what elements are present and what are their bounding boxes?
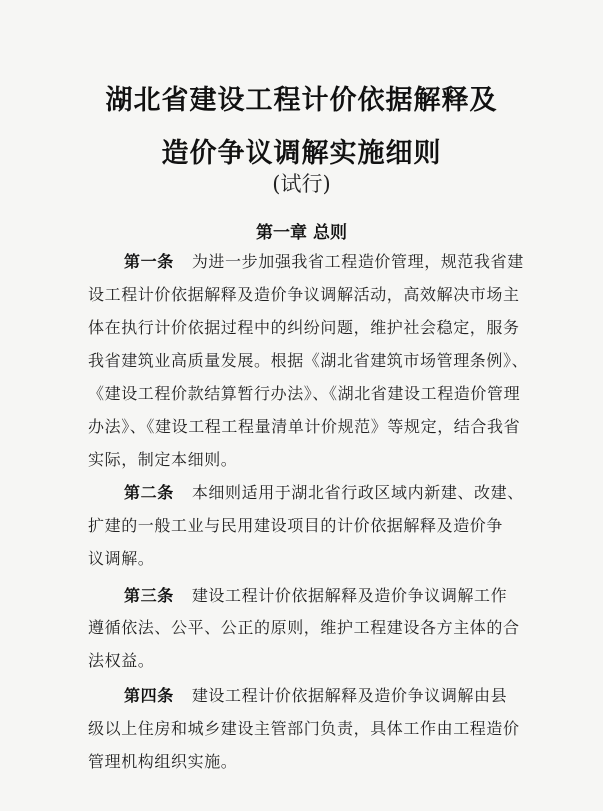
article-4-line-3: 管理机构组织实施。	[88, 752, 238, 771]
article-3-line-2: 遵循依法、公平、公正的原则，维护工程建设各方主体的合	[88, 618, 520, 637]
article-4-label: 第四条	[124, 686, 174, 705]
article-4-text-1: 建设工程计价依据解释及造价争议调解由县	[191, 686, 508, 705]
article-2-text-1: 本细则适用于湖北省行政区域内新建、改建、	[191, 483, 524, 502]
article-1-line-1	[124, 252, 524, 272]
article-4-line-2: 级以上住房和城乡建设主管部门负责，具体工作由工程造价	[88, 719, 520, 738]
article-1-label: 第一条	[124, 252, 174, 271]
document-title-line-1: 湖北省建设工程计价依据解释及	[105, 85, 498, 116]
article-2-line-3: 议调解。	[88, 549, 155, 568]
article-3-line-3: 法权益。	[88, 651, 155, 670]
article-2-label: 第二条	[124, 483, 174, 502]
article-1-line-2: 设工程计价依据解释及造价争议调解活动，高效解决市场主	[88, 285, 520, 304]
chapter-heading: 第一章 总则	[256, 223, 347, 243]
article-1-line-3: 体在执行计价依据过程中的纠纷问题，维护社会稳定，服务	[88, 318, 520, 337]
article-2-line-1	[124, 483, 524, 503]
article-1-line-7: 实际，制定本细则。	[88, 450, 238, 469]
article-2-line-2: 扩建的一般工业与民用建设项目的计价依据解释及造价争	[88, 516, 504, 535]
article-3-label: 第三条	[124, 586, 174, 605]
document-subtitle: (试行)	[272, 172, 331, 196]
article-3-text-1: 建设工程计价依据解释及造价争议调解工作	[191, 586, 508, 605]
article-1-text-1: 为进一步加强我省工程造价管理，规范我省建	[191, 252, 524, 271]
document-title-line-2: 造价争议调解实施细则	[161, 138, 442, 169]
article-1-line-5: 《建设工程价款结算暂行办法》、《湖北省建设工程造价管理	[88, 384, 521, 403]
article-4-line-1	[124, 686, 518, 706]
article-1-line-6: 办法》、《建设工程工程量清单计价规范》等规定，结合我省	[88, 417, 521, 436]
article-3-line-1	[124, 586, 518, 606]
article-1-line-4: 我省建筑业高质量发展。根据《湖北省建筑市场管理条例》、	[88, 351, 529, 370]
